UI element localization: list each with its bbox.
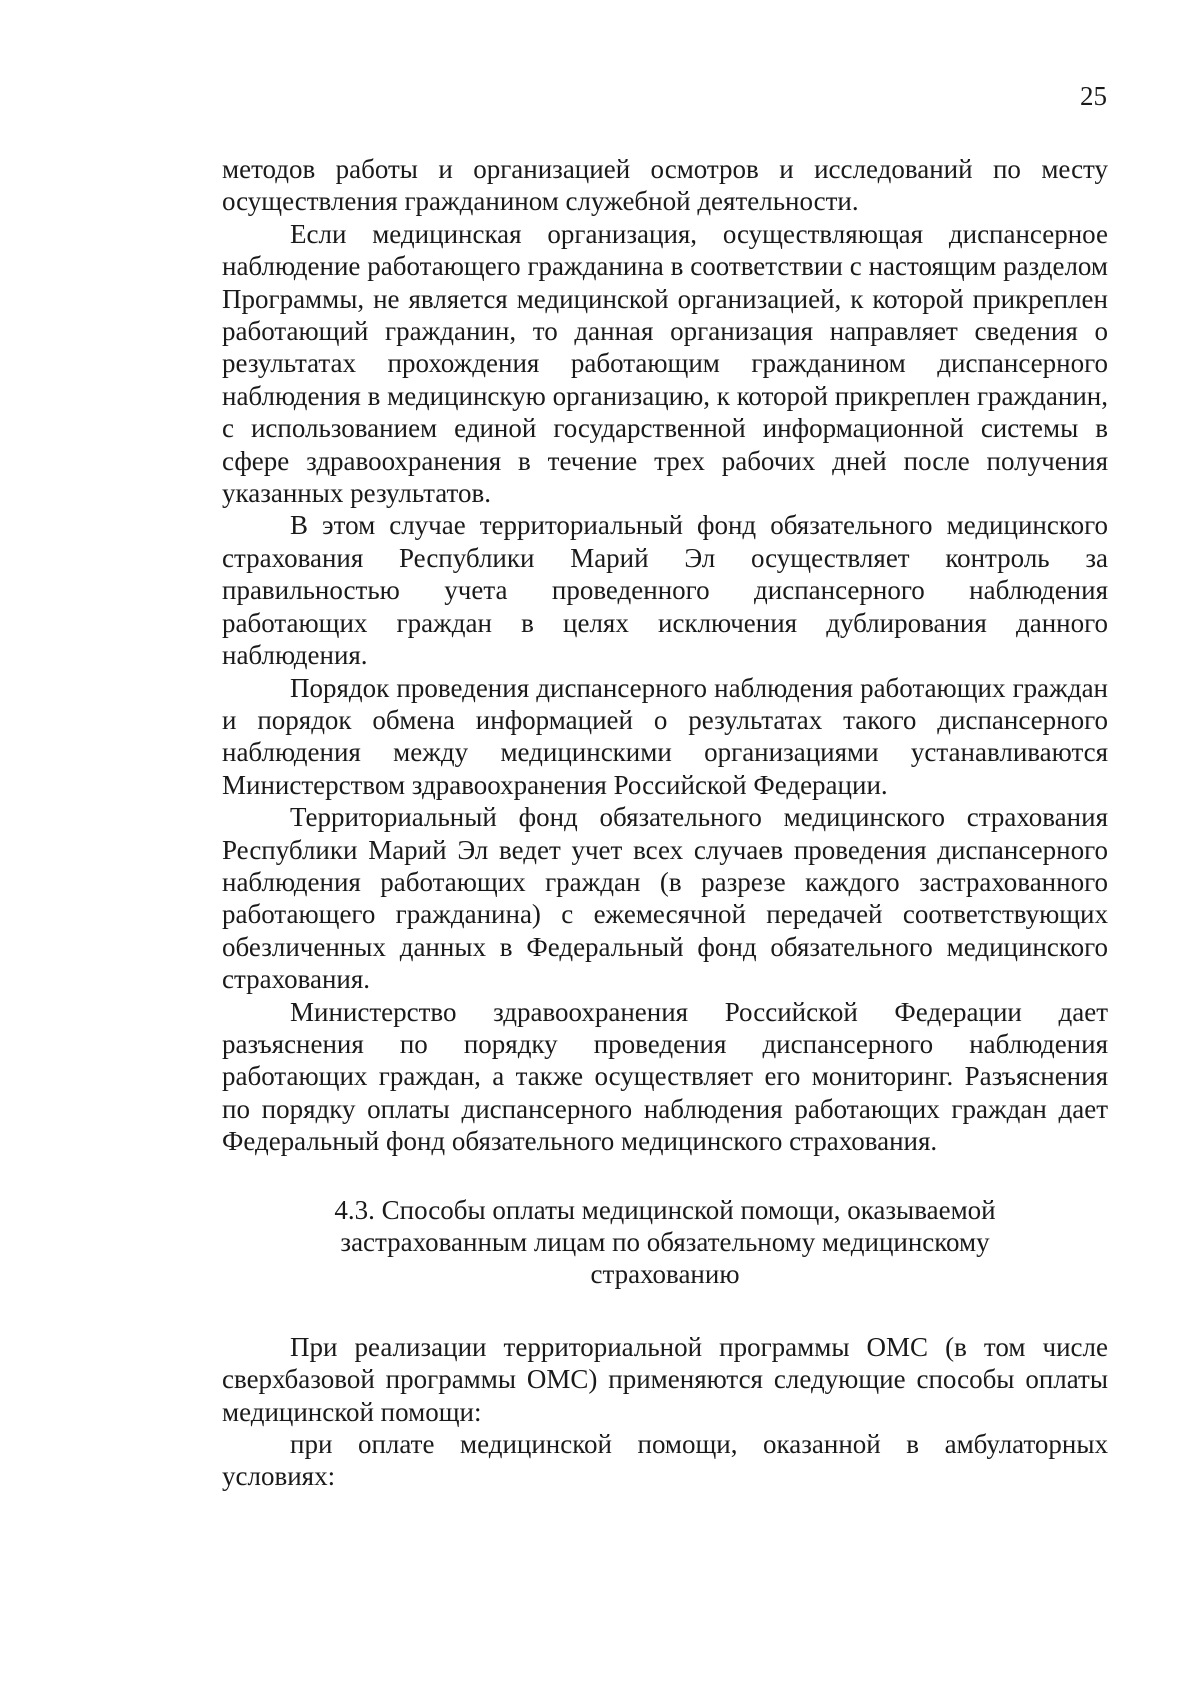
paragraph: при оплате медицинской помощи, оказанной в амбулаторных условиях:: [222, 1429, 1108, 1492]
paragraph: В этом случае территориальный фонд обязательного медицинского страхования Республики Марий Эл осуществляет контроль за правильностью учета проведенного диспансерного наблюдения работающих граждан в целях исключения дублирования данного наблюдения.: [222, 510, 1108, 671]
section-heading: 4.3. Способы оплаты медицинской помощи, оказываемой застрахованным лицам по обязательному медицинскому страхованию: [334, 1194, 996, 1290]
paragraph: Порядок проведения диспансерного наблюдения работающих граждан и порядок обмена информацией о результатах такого диспансерного наблюдения между медицинскими организациями устанавливаются Министерством здравоохранения Российской Федерации.: [222, 672, 1108, 800]
paragraph: При реализации территориальной программы ОМС (в том числе сверхбазовой программы ОМС) применяются следующие способы оплаты медицинской помощи:: [222, 1331, 1108, 1427]
paragraph: Министерство здравоохранения Российской Федерации дает разъяснения по порядку проведения диспансерного наблюдения работающих граждан, а также осуществляет его мониторинг. Разъяснения по порядку оплаты диспансерного наблюдения работающих граждан дает Федеральный фонд обязательного медицинского страхования.: [222, 996, 1108, 1157]
paragraph: Если медицинская организация, осуществляющая диспансерное наблюдение работающего гражданина в соответствии с настоящим разделом Программы, не является медицинской организацией, к которой прикреплен работающий гражданин, то данная организация направляет сведения о результатах прохождения работающим гражданином диспансерного наблюдения в медицинскую организацию, к которой прикреплен гражданин, с использованием единой государственной информационной системы в сфере здравоохранения в течение трех рабочих дней после получения указанных результатов.: [222, 218, 1108, 509]
paragraph: Территориальный фонд обязательного медицинского страхования Республики Марий Эл ведет учет всех случаев проведения диспансерного наблюдения работающих граждан (в разрезе каждого застрахованного работающего гражданина) с ежемесячной передачей соответствующих обезличенных данных в Федеральный фонд обязательного медицинского страхования.: [222, 802, 1108, 995]
document-body: [222, 153, 1108, 1493]
paragraph-continuation: методов работы и организацией осмотров и исследований по месту осуществления гражданином служебной деятельности.: [222, 154, 1108, 217]
page-number: 25: [1080, 81, 1107, 111]
